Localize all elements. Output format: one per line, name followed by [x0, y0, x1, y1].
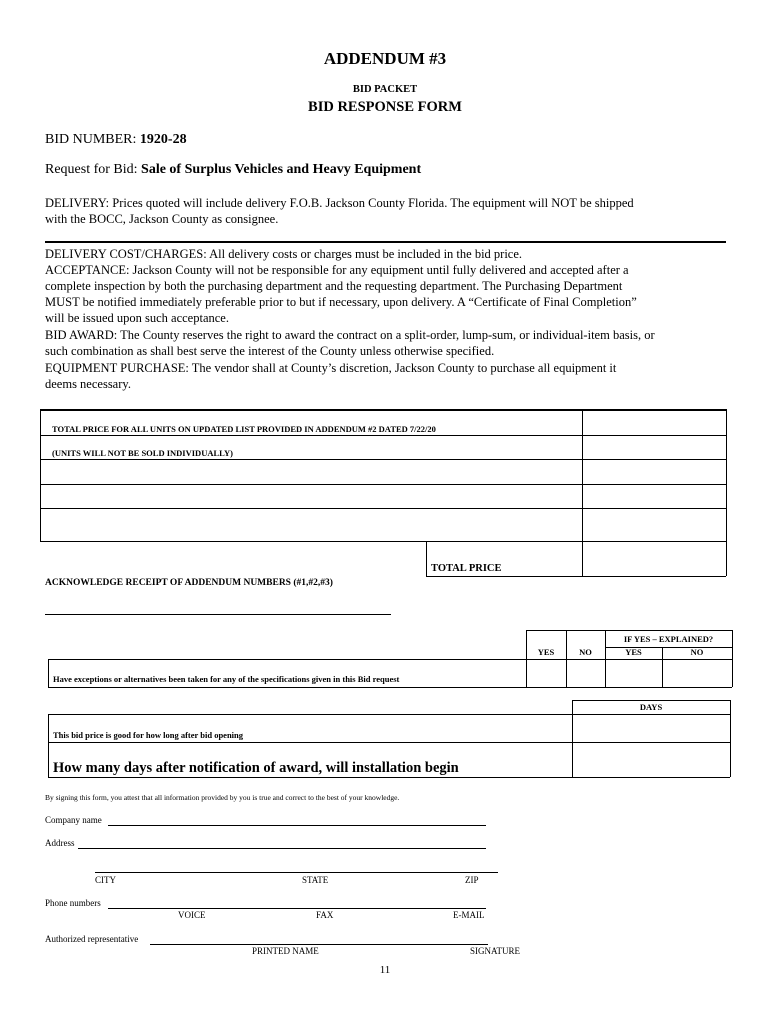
request-for-bid — [45, 162, 421, 178]
equipment-purchase-line-1: EQUIPMENT PURCHASE: The vendor shall at County’s discretion, Jackson County to purchase all equipment it — [45, 361, 617, 375]
fax-label: FAX — [316, 910, 334, 920]
zip-label: ZIP — [465, 875, 479, 885]
bid-award-line-2: such combination as shall best serve the interest of the County unless otherwise specified. — [45, 344, 495, 358]
acceptance-line-4: will be issued upon such acceptance. — [45, 311, 229, 325]
if-yes-explained-header: IF YES – EXPLAINED? — [623, 634, 714, 644]
city-label: CITY — [95, 875, 116, 885]
explained-no-box[interactable] — [663, 660, 731, 686]
bid-packet-label: BID PACKET — [352, 84, 418, 95]
phone-numbers-label: Phone numbers — [45, 898, 101, 908]
voice-label: VOICE — [178, 910, 206, 920]
days-header: DAYS — [639, 702, 663, 712]
company-name-field[interactable] — [108, 825, 486, 826]
bid-number — [45, 132, 187, 148]
company-name-label: Company name — [45, 815, 102, 825]
yes-column-header: YES — [537, 647, 555, 657]
phone-numbers-field[interactable] — [108, 908, 486, 909]
authorized-rep-field[interactable] — [150, 944, 488, 945]
equipment-purchase-line-2: deems necessary. — [45, 377, 131, 391]
authorized-rep-label: Authorized representative — [45, 934, 139, 944]
bid-award-line-1: BID AWARD: The County reserves the right to award the contract on a split-order, lump-sum, or individual-item basis, or — [45, 328, 655, 342]
no-column-header: NO — [579, 647, 592, 657]
exceptions-question: Have exceptions or alternatives been taken for any of the specifications given in this Bid request — [53, 674, 400, 684]
page-title: ADDENDUM #3 — [323, 49, 447, 68]
delivery-cost-text: DELIVERY COST/CHARGES: All delivery costs or charges must be included in the bid price. — [45, 247, 523, 261]
address-label: Address — [45, 838, 75, 848]
email-label: E-MAIL — [453, 910, 485, 920]
state-label: STATE — [302, 875, 329, 885]
city-state-zip-field[interactable] — [95, 872, 498, 873]
total-price-input[interactable] — [583, 410, 725, 434]
delivery-line-1: DELIVERY: Prices quoted will include delivery F.O.B. Jackson County Florida. The equipment will NOT be shipped — [45, 196, 634, 210]
request-label: Request for Bid: — [45, 162, 142, 177]
page-number: 11 — [379, 964, 391, 976]
total-price-all-units-label: TOTAL PRICE FOR ALL UNITS ON UPDATED LIST PROVIDED IN ADDENDUM #2 DATED 7/22/20 — [52, 424, 436, 434]
explained-no-header: NO — [690, 647, 704, 657]
price-input-row-4[interactable] — [583, 485, 725, 507]
units-not-sold-individually-label: (UNITS WILL NOT BE SOLD INDIVIDUALLY) — [52, 448, 233, 458]
grand-total-input[interactable] — [583, 542, 725, 575]
delivery-line-2: with the BOCC, Jackson County as consignee. — [45, 212, 279, 226]
printed-name-label: PRINTED NAME — [252, 946, 319, 956]
bid-price-good-question: This bid price is good for how long after bid opening — [53, 730, 244, 740]
price-input-row-3[interactable] — [583, 460, 725, 483]
total-price-label: TOTAL PRICE — [431, 563, 502, 574]
bid-number-label: BID NUMBER: — [45, 132, 140, 147]
bid-price-days-input[interactable] — [573, 715, 729, 741]
bid-number-value: 1920-28 — [139, 132, 187, 147]
form-title: BID RESPONSE FORM — [308, 99, 462, 115]
acknowledge-receipt-label: ACKNOWLEDGE RECEIPT OF ADDENDUM NUMBERS (#1,#2,#3) — [45, 578, 333, 588]
price-input-row-5[interactable] — [583, 509, 725, 540]
acknowledge-signature-line[interactable] — [45, 614, 391, 615]
acceptance-line-1: ACCEPTANCE: Jackson County will not be responsible for any equipment until fully delivered and accepted after a — [45, 263, 629, 277]
exceptions-yes-box[interactable] — [527, 660, 565, 686]
request-value: Sale of Surplus Vehicles and Heavy Equipment — [141, 162, 422, 177]
installation-days-input[interactable] — [573, 743, 729, 776]
acceptance-line-2: complete inspection by both the purchasing department and the requesting department. The Purchasing Department — [45, 279, 623, 293]
explained-yes-header: YES — [625, 647, 642, 657]
installation-days-question: How many days after notification of award, will installation begin — [53, 760, 459, 776]
explained-yes-box[interactable] — [606, 660, 661, 686]
acceptance-line-3: MUST be notified immediately preferable prior to but if necessary, upon delivery. A “Certificate of Final Completion” — [45, 295, 637, 309]
section-divider — [45, 241, 726, 243]
address-field[interactable] — [78, 848, 486, 849]
exceptions-no-box[interactable] — [567, 660, 604, 686]
attestation-text: By signing this form, you attest that all information provided by you is true and correct to the best of your knowledge. — [45, 793, 400, 802]
signature-label: SIGNATURE — [470, 946, 521, 956]
price-input-row-2[interactable] — [583, 436, 725, 458]
